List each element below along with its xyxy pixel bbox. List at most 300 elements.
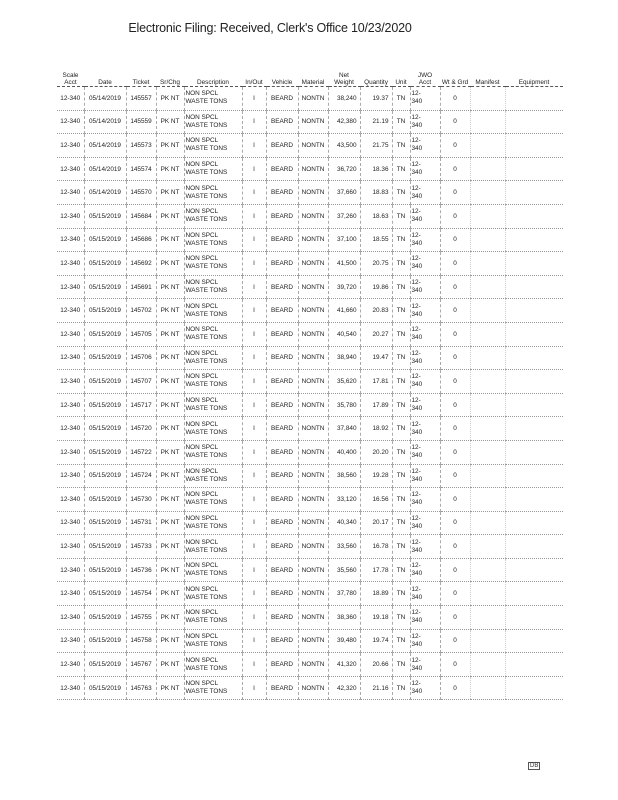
equipment-cell: [505, 676, 563, 700]
wt-grd-cell: 0: [440, 606, 470, 630]
description-line: WASTE TONS: [185, 263, 228, 271]
vehicle-cell: BEARD: [266, 204, 298, 228]
vehicle-cell: BEARD: [266, 275, 298, 299]
vehicle-cell: BEARD: [266, 606, 298, 630]
acct-line: 12-: [411, 420, 421, 428]
column-header: Description: [184, 64, 242, 87]
charge-cell: PK NT: [156, 488, 184, 512]
table-row: [57, 464, 563, 488]
equipment-cell: [505, 252, 563, 276]
description-line: NON SPCL: [185, 302, 219, 310]
scale-acct-cell: 12-340: [57, 393, 84, 417]
net-weight-cell: 37,780: [328, 582, 360, 606]
acct-line: 12-: [411, 255, 421, 263]
description-line: NON SPCL: [185, 609, 219, 617]
wt-grd-cell: 0: [440, 157, 470, 181]
scale-acct-cell: 12-340: [57, 204, 84, 228]
equipment-cell: [505, 440, 563, 464]
quantity-cell: 18.36: [360, 157, 392, 181]
net-weight-cell: 33,120: [328, 488, 360, 512]
page-marker: DB: [530, 763, 539, 769]
filing-stamp: Electronic Filing: Received, Clerk's Office 10/23/2020: [128, 21, 412, 35]
jwo-acct-cell: [410, 393, 440, 417]
in-out-cell: I: [242, 299, 266, 323]
acct-line: 340: [411, 640, 423, 648]
material-cell: NONTN: [298, 204, 328, 228]
unit-cell: TN: [392, 252, 410, 276]
date-cell: 05/15/2019: [84, 511, 126, 535]
jwo-acct-cell: [410, 134, 440, 158]
material-cell: NONTN: [298, 322, 328, 346]
in-out-cell: I: [242, 322, 266, 346]
description-line: NON SPCL: [185, 538, 219, 546]
jwo-acct-cell: [410, 582, 440, 606]
description-cell: [184, 606, 242, 630]
wt-grd-cell: 0: [440, 440, 470, 464]
column-header: Equipment: [505, 64, 563, 87]
vehicle-cell: BEARD: [266, 346, 298, 370]
charge-cell: PK NT: [156, 110, 184, 134]
acct-line: 12-: [411, 585, 421, 593]
in-out-cell: I: [242, 204, 266, 228]
equipment-cell: [505, 370, 563, 394]
in-out-cell: I: [242, 582, 266, 606]
quantity-cell: 19.74: [360, 629, 392, 653]
wt-grd-cell: 0: [440, 676, 470, 700]
jwo-acct-cell: [410, 653, 440, 677]
date-cell: 05/15/2019: [84, 346, 126, 370]
column-header: Scale Acct: [57, 64, 84, 87]
acct-line: 12-: [411, 349, 421, 357]
wt-grd-cell: 0: [440, 181, 470, 205]
jwo-acct-cell: [410, 629, 440, 653]
ticket-cell: 145573: [126, 134, 156, 158]
scale-acct-cell: 12-340: [57, 181, 84, 205]
description-line: NON SPCL: [185, 680, 219, 688]
description-line: WASTE TONS: [185, 310, 228, 318]
column-header: Unit: [392, 64, 410, 87]
wt-grd-cell: 0: [440, 228, 470, 252]
column-header: Ticket: [126, 64, 156, 87]
date-cell: 05/14/2019: [84, 181, 126, 205]
wt-grd-cell: 0: [440, 346, 470, 370]
equipment-cell: [505, 181, 563, 205]
quantity-cell: 18.63: [360, 204, 392, 228]
manifest-cell: [470, 653, 505, 677]
acct-line: 340: [411, 428, 423, 436]
jwo-acct-cell: [410, 228, 440, 252]
acct-line: 12-: [411, 208, 421, 216]
jwo-acct-cell: [410, 676, 440, 700]
acct-line: 340: [411, 593, 423, 601]
charge-cell: PK NT: [156, 393, 184, 417]
description-line: WASTE TONS: [185, 192, 228, 200]
ticket-cell: 145707: [126, 370, 156, 394]
description-line: WASTE TONS: [185, 570, 228, 578]
description-line: WASTE TONS: [185, 121, 228, 129]
wt-grd-cell: 0: [440, 582, 470, 606]
ticket-cell: 145686: [126, 228, 156, 252]
jwo-acct-cell: [410, 322, 440, 346]
quantity-cell: 19.37: [360, 87, 392, 111]
weigh-ticket-table: [57, 64, 563, 700]
material-cell: NONTN: [298, 275, 328, 299]
table-row: [57, 511, 563, 535]
scale-acct-cell: 12-340: [57, 370, 84, 394]
quantity-cell: 20.27: [360, 322, 392, 346]
net-weight-cell: 38,560: [328, 464, 360, 488]
table-row: [57, 629, 563, 653]
net-weight-cell: 37,840: [328, 417, 360, 441]
vehicle-cell: BEARD: [266, 464, 298, 488]
description-line: NON SPCL: [185, 231, 219, 239]
jwo-acct-cell: [410, 488, 440, 512]
table-row: [57, 393, 563, 417]
charge-cell: PK NT: [156, 134, 184, 158]
description-cell: [184, 440, 242, 464]
material-cell: NONTN: [298, 676, 328, 700]
scale-acct-cell: 12-340: [57, 653, 84, 677]
acct-line: 12-: [411, 491, 421, 499]
vehicle-cell: BEARD: [266, 676, 298, 700]
ticket-cell: 145733: [126, 535, 156, 559]
table-row: [57, 252, 563, 276]
acct-line: 340: [411, 475, 423, 483]
description-line: NON SPCL: [185, 514, 219, 522]
equipment-cell: [505, 606, 563, 630]
quantity-cell: 21.19: [360, 110, 392, 134]
table-header-row: [57, 64, 563, 87]
acct-line: 12-: [411, 680, 421, 688]
ticket-cell: 145736: [126, 558, 156, 582]
acct-line: 12-: [411, 161, 421, 169]
in-out-cell: I: [242, 440, 266, 464]
quantity-cell: 21.75: [360, 134, 392, 158]
acct-line: 340: [411, 405, 423, 413]
material-cell: NONTN: [298, 346, 328, 370]
material-cell: NONTN: [298, 488, 328, 512]
acct-line: 340: [411, 169, 423, 177]
date-cell: 05/15/2019: [84, 488, 126, 512]
unit-cell: TN: [392, 511, 410, 535]
column-header: Date: [84, 64, 126, 87]
acct-line: 12-: [411, 279, 421, 287]
description-cell: [184, 653, 242, 677]
manifest-cell: [470, 134, 505, 158]
net-weight-cell: 39,480: [328, 629, 360, 653]
ticket-cell: 145570: [126, 181, 156, 205]
description-line: NON SPCL: [185, 279, 219, 287]
manifest-cell: [470, 87, 505, 111]
net-weight-cell: 35,620: [328, 370, 360, 394]
in-out-cell: I: [242, 275, 266, 299]
equipment-cell: [505, 511, 563, 535]
wt-grd-cell: 0: [440, 87, 470, 111]
vehicle-cell: BEARD: [266, 488, 298, 512]
manifest-cell: [470, 488, 505, 512]
table-row: [57, 676, 563, 700]
material-cell: NONTN: [298, 393, 328, 417]
unit-cell: TN: [392, 440, 410, 464]
quantity-cell: 20.20: [360, 440, 392, 464]
equipment-cell: [505, 393, 563, 417]
net-weight-cell: 38,240: [328, 87, 360, 111]
quantity-cell: 17.78: [360, 558, 392, 582]
manifest-cell: [470, 275, 505, 299]
equipment-cell: [505, 134, 563, 158]
manifest-cell: [470, 606, 505, 630]
material-cell: NONTN: [298, 582, 328, 606]
manifest-cell: [470, 440, 505, 464]
unit-cell: TN: [392, 275, 410, 299]
charge-cell: PK NT: [156, 440, 184, 464]
description-line: WASTE TONS: [185, 405, 228, 413]
description-line: NON SPCL: [185, 562, 219, 570]
in-out-cell: I: [242, 110, 266, 134]
quantity-cell: 18.92: [360, 417, 392, 441]
description-cell: [184, 322, 242, 346]
scale-acct-cell: 12-340: [57, 511, 84, 535]
ticket-cell: 145731: [126, 511, 156, 535]
jwo-acct-cell: [410, 181, 440, 205]
equipment-cell: [505, 228, 563, 252]
column-header: Manifest: [470, 64, 505, 87]
in-out-cell: I: [242, 488, 266, 512]
in-out-cell: I: [242, 87, 266, 111]
description-line: WASTE TONS: [185, 287, 228, 295]
quantity-cell: 19.28: [360, 464, 392, 488]
table-row: [57, 582, 563, 606]
description-line: NON SPCL: [185, 444, 219, 452]
manifest-cell: [470, 346, 505, 370]
unit-cell: TN: [392, 653, 410, 677]
material-cell: NONTN: [298, 370, 328, 394]
in-out-cell: I: [242, 228, 266, 252]
quantity-cell: 18.55: [360, 228, 392, 252]
acct-line: 340: [411, 145, 423, 153]
acct-line: 12-: [411, 90, 421, 98]
vehicle-cell: BEARD: [266, 228, 298, 252]
in-out-cell: I: [242, 370, 266, 394]
table-row: [57, 204, 563, 228]
acct-line: 12-: [411, 373, 421, 381]
material-cell: NONTN: [298, 653, 328, 677]
material-cell: NONTN: [298, 134, 328, 158]
table-row: [57, 181, 563, 205]
scale-acct-cell: 12-340: [57, 87, 84, 111]
description-line: WASTE TONS: [185, 475, 228, 483]
vehicle-cell: BEARD: [266, 440, 298, 464]
date-cell: 05/15/2019: [84, 582, 126, 606]
in-out-cell: I: [242, 417, 266, 441]
description-line: WASTE TONS: [185, 98, 228, 106]
manifest-cell: [470, 629, 505, 653]
net-weight-cell: 37,260: [328, 204, 360, 228]
manifest-cell: [470, 417, 505, 441]
jwo-acct-cell: [410, 275, 440, 299]
date-cell: 05/15/2019: [84, 535, 126, 559]
description-cell: [184, 346, 242, 370]
jwo-acct-cell: [410, 110, 440, 134]
acct-line: 12-: [411, 514, 421, 522]
ticket-cell: 145559: [126, 110, 156, 134]
ticket-cell: 145722: [126, 440, 156, 464]
charge-cell: PK NT: [156, 558, 184, 582]
vehicle-cell: BEARD: [266, 157, 298, 181]
description-cell: [184, 511, 242, 535]
ticket-cell: 145692: [126, 252, 156, 276]
scale-acct-cell: 12-340: [57, 252, 84, 276]
equipment-cell: [505, 204, 563, 228]
description-cell: [184, 676, 242, 700]
description-cell: [184, 157, 242, 181]
description-line: WASTE TONS: [185, 169, 228, 177]
jwo-acct-cell: [410, 464, 440, 488]
charge-cell: PK NT: [156, 606, 184, 630]
acct-line: 340: [411, 263, 423, 271]
wt-grd-cell: 0: [440, 488, 470, 512]
unit-cell: TN: [392, 228, 410, 252]
description-line: WASTE TONS: [185, 145, 228, 153]
description-line: WASTE TONS: [185, 334, 228, 342]
jwo-acct-cell: [410, 157, 440, 181]
date-cell: 05/14/2019: [84, 87, 126, 111]
material-cell: NONTN: [298, 535, 328, 559]
column-header: JWO Acct: [410, 64, 440, 87]
manifest-cell: [470, 511, 505, 535]
description-line: WASTE TONS: [185, 239, 228, 247]
in-out-cell: I: [242, 535, 266, 559]
scale-acct-cell: 12-340: [57, 606, 84, 630]
equipment-cell: [505, 653, 563, 677]
acct-line: 12-: [411, 302, 421, 310]
acct-line: 12-: [411, 632, 421, 640]
vehicle-cell: BEARD: [266, 582, 298, 606]
scale-acct-cell: 12-340: [57, 322, 84, 346]
description-line: WASTE TONS: [185, 640, 228, 648]
acct-line: 340: [411, 239, 423, 247]
description-cell: [184, 558, 242, 582]
quantity-cell: 21.16: [360, 676, 392, 700]
table-row: [57, 606, 563, 630]
jwo-acct-cell: [410, 440, 440, 464]
wt-grd-cell: 0: [440, 204, 470, 228]
table-row: [57, 134, 563, 158]
description-cell: [184, 204, 242, 228]
in-out-cell: I: [242, 606, 266, 630]
description-cell: [184, 393, 242, 417]
equipment-cell: [505, 322, 563, 346]
net-weight-cell: 35,560: [328, 558, 360, 582]
in-out-cell: I: [242, 676, 266, 700]
net-weight-cell: 41,320: [328, 653, 360, 677]
in-out-cell: I: [242, 181, 266, 205]
equipment-cell: [505, 110, 563, 134]
equipment-cell: [505, 488, 563, 512]
material-cell: NONTN: [298, 252, 328, 276]
description-line: NON SPCL: [185, 656, 219, 664]
description-line: NON SPCL: [185, 349, 219, 357]
scale-acct-cell: 12-340: [57, 535, 84, 559]
acct-line: 340: [411, 570, 423, 578]
ticket-cell: 145691: [126, 275, 156, 299]
scale-acct-cell: 12-340: [57, 275, 84, 299]
description-cell: [184, 181, 242, 205]
column-header: In/Out: [242, 64, 266, 87]
description-line: NON SPCL: [185, 491, 219, 499]
equipment-cell: [505, 87, 563, 111]
net-weight-cell: 42,380: [328, 110, 360, 134]
net-weight-cell: 37,660: [328, 181, 360, 205]
charge-cell: PK NT: [156, 228, 184, 252]
wt-grd-cell: 0: [440, 134, 470, 158]
manifest-cell: [470, 370, 505, 394]
date-cell: 05/14/2019: [84, 157, 126, 181]
scale-acct-cell: 12-340: [57, 558, 84, 582]
wt-grd-cell: 0: [440, 417, 470, 441]
manifest-cell: [470, 582, 505, 606]
vehicle-cell: BEARD: [266, 511, 298, 535]
acct-line: 12-: [411, 444, 421, 452]
charge-cell: PK NT: [156, 299, 184, 323]
charge-cell: PK NT: [156, 582, 184, 606]
date-cell: 05/15/2019: [84, 629, 126, 653]
acct-line: 340: [411, 381, 423, 389]
description-cell: [184, 582, 242, 606]
net-weight-cell: 41,660: [328, 299, 360, 323]
vehicle-cell: BEARD: [266, 322, 298, 346]
material-cell: NONTN: [298, 629, 328, 653]
acct-line: 12-: [411, 562, 421, 570]
manifest-cell: [470, 252, 505, 276]
ticket-cell: 145717: [126, 393, 156, 417]
net-weight-cell: 39,720: [328, 275, 360, 299]
vehicle-cell: BEARD: [266, 393, 298, 417]
description-line: WASTE TONS: [185, 664, 228, 672]
equipment-cell: [505, 535, 563, 559]
unit-cell: TN: [392, 346, 410, 370]
date-cell: 05/15/2019: [84, 653, 126, 677]
manifest-cell: [470, 558, 505, 582]
table-row: [57, 370, 563, 394]
date-cell: 05/14/2019: [84, 110, 126, 134]
vehicle-cell: BEARD: [266, 370, 298, 394]
charge-cell: PK NT: [156, 181, 184, 205]
material-cell: NONTN: [298, 606, 328, 630]
jwo-acct-cell: [410, 204, 440, 228]
description-cell: [184, 87, 242, 111]
equipment-cell: [505, 346, 563, 370]
description-cell: [184, 488, 242, 512]
description-cell: [184, 275, 242, 299]
date-cell: 05/15/2019: [84, 322, 126, 346]
scale-acct-cell: 12-340: [57, 346, 84, 370]
net-weight-cell: 43,500: [328, 134, 360, 158]
vehicle-cell: BEARD: [266, 535, 298, 559]
unit-cell: TN: [392, 322, 410, 346]
description-line: NON SPCL: [185, 585, 219, 593]
material-cell: NONTN: [298, 558, 328, 582]
scale-acct-cell: 12-340: [57, 629, 84, 653]
wt-grd-cell: 0: [440, 252, 470, 276]
quantity-cell: 16.78: [360, 535, 392, 559]
description-line: NON SPCL: [185, 397, 219, 405]
equipment-cell: [505, 299, 563, 323]
net-weight-cell: 37,100: [328, 228, 360, 252]
date-cell: 05/15/2019: [84, 204, 126, 228]
vehicle-cell: BEARD: [266, 110, 298, 134]
material-cell: NONTN: [298, 511, 328, 535]
